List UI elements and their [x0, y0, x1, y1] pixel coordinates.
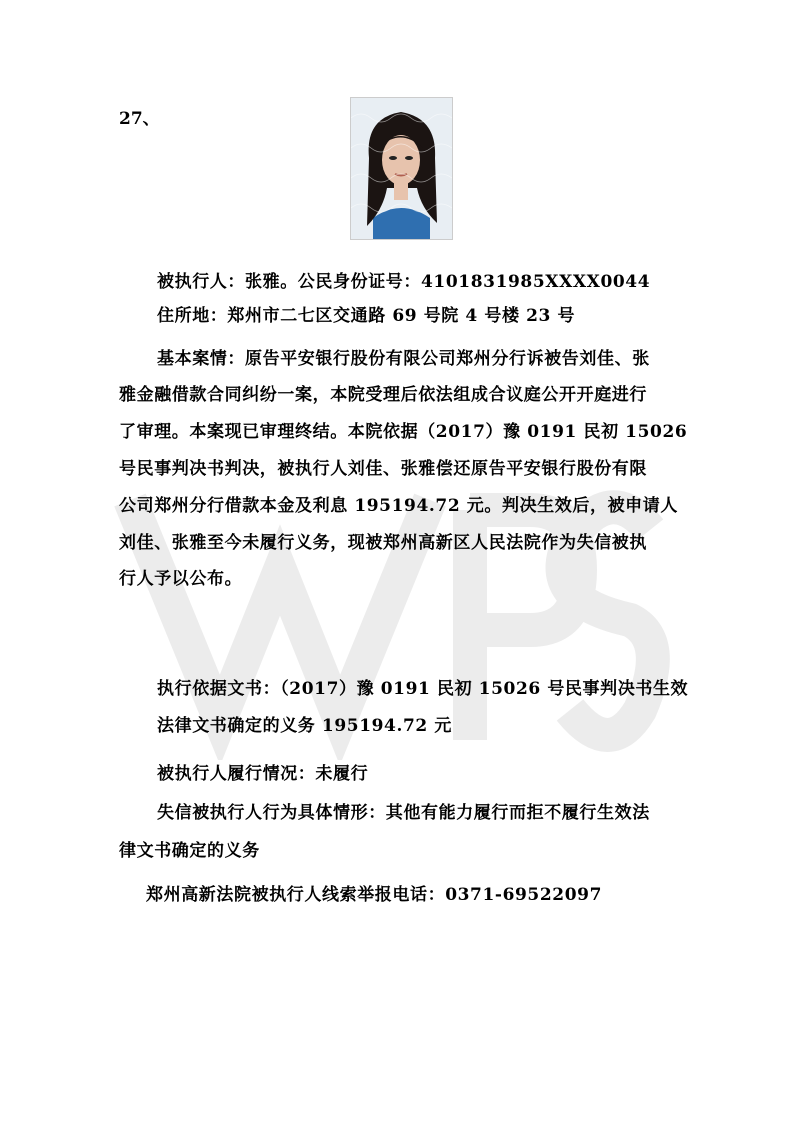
basis-line: 执行依据文书：（2017）豫 0191 民初 15026 号民事判决书生效 [157, 679, 689, 699]
case-line: 基本案情：原告平安银行股份有限公司郑州分行诉被告刘佳、张 [157, 349, 650, 369]
performance-status: 被执行人履行情况：未履行 [157, 764, 369, 784]
person-info: 被执行人：张雅。公民身份证号：4101831985XXXX0044 [157, 272, 651, 292]
basis-line: 法律文书确定的义务 195194.72 元 [157, 716, 452, 736]
case-line: 行人予以公布。 [119, 569, 243, 589]
dishonest-behavior-line: 失信被执行人行为具体情形：其他有能力履行而拒不履行生效法 [157, 803, 650, 823]
entry-number: 27、 [119, 109, 160, 129]
person-photo [350, 97, 453, 240]
case-line: 刘佳、张雅至今未履行义务，现被郑州高新区人民法院作为失信被执 [119, 533, 647, 553]
report-hotline: 郑州高新法院被执行人线索举报电话：0371-69522097 [146, 885, 602, 905]
case-line: 雅金融借款合同纠纷一案，本院受理后依法组成合议庭公开开庭进行 [119, 385, 647, 405]
case-line: 公司郑州分行借款本金及利息 195194.72 元。判决生效后，被申请人 [119, 496, 678, 516]
dishonest-behavior-line: 律文书确定的义务 [119, 841, 260, 861]
case-line: 号民事判决书判决，被执行人刘佳、张雅偿还原告平安银行股份有限 [119, 459, 647, 479]
address-info: 住所地：郑州市二七区交通路 69 号院 4 号楼 23 号 [157, 306, 576, 326]
case-line: 了审理。本案现已审理终结。本院依据（2017）豫 0191 民初 15026 [119, 422, 688, 442]
